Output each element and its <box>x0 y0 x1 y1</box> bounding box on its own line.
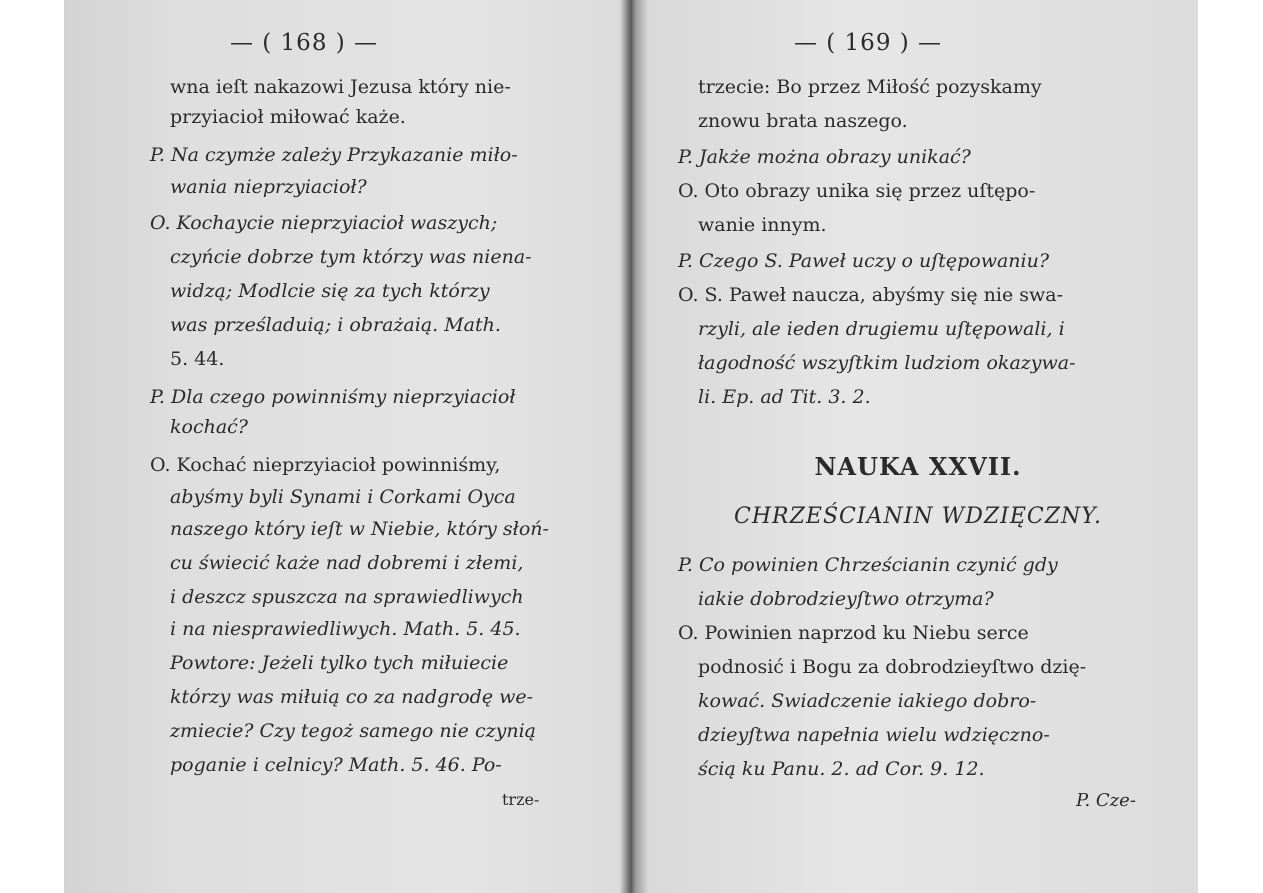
text-line: dzieyſtwa napełnia wielu wdzięczno- <box>698 724 1050 746</box>
left-page <box>64 0 624 893</box>
text-line: rzyli, ale ieden drugiemu uſtępowali, i <box>698 318 1065 340</box>
text-line: i deszcz spuszcza na sprawiedliwych <box>170 586 524 608</box>
text-line: znowu brata naszego. <box>698 110 908 132</box>
page-number-left: — ( 168 ) — <box>229 30 379 56</box>
question-line: P. Jakże można obrazy unikać? <box>678 146 971 168</box>
text-line: łagodność wszyſtkim ludziom okazywa- <box>698 352 1076 374</box>
text-line: czyńcie dobrze tym którzy was niena- <box>170 246 532 268</box>
text-line: podnosić i Bogu za dobrodzieyſtwo dzię- <box>698 656 1087 678</box>
answer-line: O. Powinien naprzod ku Niebu serce <box>678 622 1029 644</box>
text-line: iakie dobrodzieyſtwo otrzyma? <box>698 588 994 610</box>
text-line: ścią ku Panu. 2. ad Cor. 9. 12. <box>698 758 985 780</box>
text-line: poganie i celnicy? Math. 5. 46. Po- <box>170 754 502 776</box>
text-line: wna ieſt nakazowi Jezusa który nie- <box>170 76 511 98</box>
text-line: wanie innym. <box>698 214 827 236</box>
question-line: P. Czego S. Paweł uczy o uſtępowaniu? <box>678 250 1050 272</box>
text-line: cu świecić każe nad dobremi i złemi, <box>170 552 524 574</box>
question-line: P. Co powinien Chrześcianin czynić gdy <box>678 554 1058 576</box>
text-line: naszego który ieſt w Niebie, który słoń- <box>170 518 549 540</box>
right-page <box>638 0 1198 893</box>
answer-line: O. S. Paweł naucza, abyśmy się nie swa- <box>678 284 1064 306</box>
text-line: którzy was miłuią co za nadgrodę we- <box>170 686 534 708</box>
text-line: was prześladuią; i obrażaią. Math. <box>170 314 501 336</box>
question-line: P. Na czymże zależy Przykazanie miło- <box>150 144 518 166</box>
text-line: trzecie: Bo przez Miłość pozyskamy <box>698 76 1042 98</box>
text-line: kochać? <box>170 416 248 438</box>
text-line: abyśmy byli Synami i Corkami Oyca <box>170 486 516 508</box>
answer-line: O. Kochać nieprzyiacioł powinniśmy, <box>150 454 501 476</box>
text-line: kować. Swiadczenie iakiego dobro- <box>698 690 1037 712</box>
text-line: i na niesprawiedliwych. Math. 5. 45. <box>170 618 521 640</box>
text-line: wania nieprzyiacioł? <box>170 176 367 198</box>
text-line: 5. 44. <box>170 348 225 370</box>
catchword-right: P. Cze- <box>1076 790 1136 811</box>
catchword-left: trze- <box>502 790 540 809</box>
text-line: zmiecie? Czy tegoż samego nie czynią <box>170 720 536 742</box>
section-heading: NAUKA XXVII. <box>814 452 1022 481</box>
page-number-right: — ( 169 ) — <box>793 30 943 56</box>
book-spread <box>64 0 1198 893</box>
text-line: li. Ep. ad Tit. 3. 2. <box>698 386 871 408</box>
answer-line: O. Kochaycie nieprzyiacioł waszych; <box>150 212 498 234</box>
question-line: P. Dla czego powinniśmy nieprzyiacioł <box>150 386 516 408</box>
text-line: Powtore: Jeżeli tylko tych miłuiecie <box>170 652 509 674</box>
section-subheading: CHRZEŚCIANIN WDZIĘCZNY. <box>734 504 1102 529</box>
text-line: widzą; Modlcie się za tych którzy <box>170 280 490 302</box>
text-line: przyiacioł miłować każe. <box>170 106 406 128</box>
answer-line: O. Oto obrazy unika się przez uſtępo- <box>678 180 1036 202</box>
